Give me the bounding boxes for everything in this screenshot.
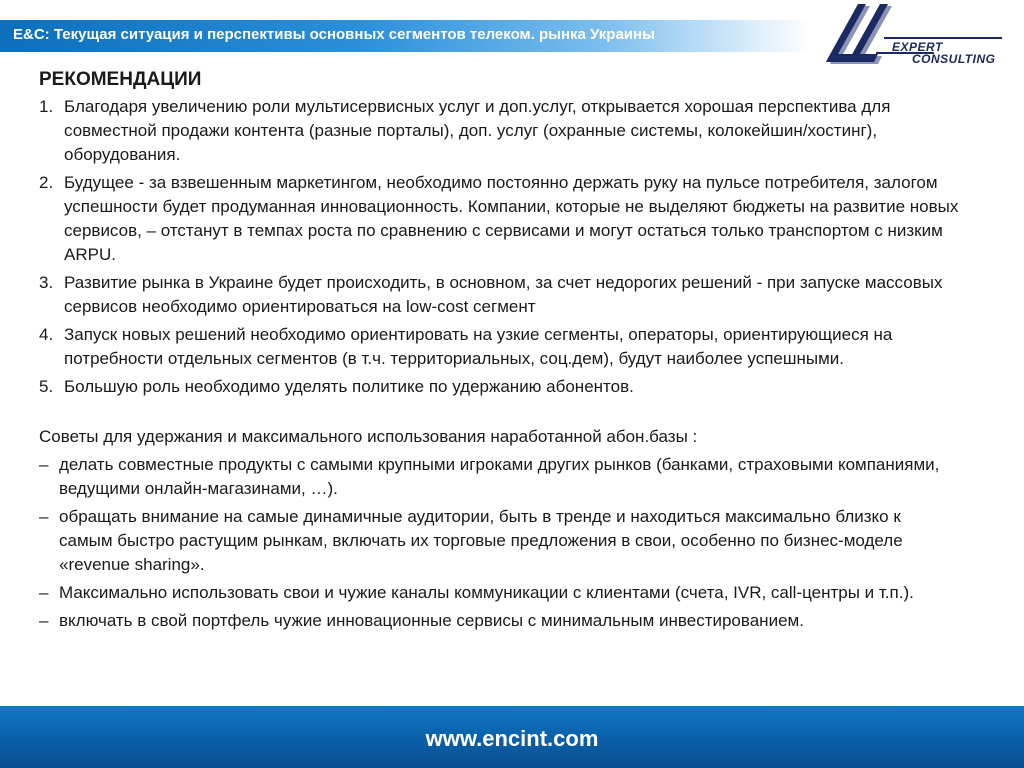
tips-list (39, 453, 959, 633)
logo-text-expert: EXPERT (892, 40, 943, 54)
dash-marker: – (39, 583, 49, 602)
footer-website-link[interactable]: www.encint.com (425, 726, 599, 751)
list-item-text: обращать внимание на самые динамичные аудитории, быть в тренде и находиться максимально близко к самым быстро растущим рынкам, включать их торговые предложения в свои, особенно по бизнес-моделе «revenue sharing». (59, 507, 903, 574)
header-bar (0, 20, 810, 52)
list-item-text: Благодаря увеличению роли мультисервисных услуг и доп.услуг, открывается хорошая перспектива для совместной продажи контента (разные порталы), доп. услуг (охранные системы, колокейшин/хостинг), оборудования. (64, 97, 891, 164)
list-item-text: Большую роль необходимо уделять политике по удержанию абонентов. (64, 377, 634, 396)
list-item (39, 375, 959, 399)
expert-consulting-logo (826, 2, 1006, 72)
list-item-text: Развитие рынка в Украине будет происходить, в основном, за счет недорогих решений - при запуске массовых сервисов необходимо ориентироваться на low-cost сегмент (64, 273, 943, 316)
list-item (39, 95, 959, 167)
recommendations-title: РЕКОМЕНДАЦИИ (39, 69, 202, 90)
list-item-text: Максимально использовать свои и чужие каналы коммуникации с клиентами (счета, IVR, call-центры и т.п.). (59, 583, 914, 602)
dash-marker: – (39, 611, 49, 630)
list-number: 3. (39, 273, 54, 292)
dash-marker: – (39, 507, 49, 526)
list-item (39, 323, 959, 371)
list-item-text: включать в свой портфель чужие инновационные сервисы с минимальным инвестированием. (59, 611, 804, 630)
slide-content (39, 67, 959, 637)
list-item (39, 581, 959, 605)
list-number: 1. (39, 97, 54, 116)
recommendations-list (39, 95, 959, 399)
list-item (39, 271, 959, 319)
footer-bar (0, 706, 1024, 768)
list-item (39, 505, 959, 577)
list-number: 5. (39, 377, 54, 396)
list-number: 2. (39, 173, 54, 192)
list-item (39, 609, 959, 633)
list-item-text: Запуск новых решений необходимо ориентировать на узкие сегменты, операторы, ориентирующиеся на потребности отдельных сегментов (в т.ч. территориальных, соц.дем), будут наиболее успешными. (64, 325, 893, 368)
list-item-text: делать совместные продукты с самыми крупными игроками других рынков (банками, страховыми компаниями, ведущими онлайн-магазинами, …). (59, 455, 940, 498)
slide-title: E&C: Текущая ситуация и перспективы основных сегментов телеком. рынка Украины (13, 26, 655, 43)
list-item (39, 453, 959, 501)
list-item (39, 171, 959, 267)
list-number: 4. (39, 325, 54, 344)
logo-text-consulting: CONSULTING (912, 52, 996, 66)
list-item-text: Будущее - за взвешенным маркетингом, необходимо постоянно держать руку на пульсе потребителя, залогом успешности будет продуманная инновационность. Компании, которые не выделяют бюджеты на развитие новых сервисов, – отстанут в темпах роста по сравнению с сервисами и могут остаться только транспортом с низким ARPU. (64, 173, 959, 264)
dash-marker: – (39, 455, 49, 474)
tips-title: Советы для удержания и максимального использования наработанной абон.базы : (39, 427, 698, 446)
